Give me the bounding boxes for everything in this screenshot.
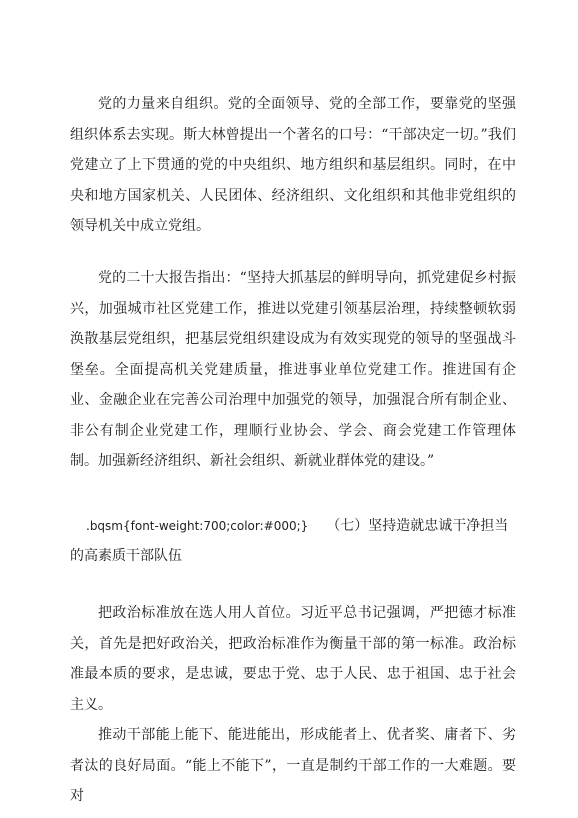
section-heading xyxy=(70,511,520,571)
paragraph-cadre-promotion: 推动干部能上能下、能进能出，形成能者上、优者奖、庸者下、劣者汰的良好局面。“能上不能下”，一直是制约干部工作的一大难题。要对 xyxy=(70,727,516,804)
paragraph-twentieth-congress-report: 党的二十大报告指出：“坚持大抓基层的鲜明导向，抓党建促乡村振兴，加强城市社区党建工作，推进以党建引领基层治理，持续整顿软弱涣散基层党组织，把基层党组织建设成为有效实现党的领导的坚强战斗堡垒。全面提高机关党建质量，推进事业单位党建工作。推进国有企业、金融企业在完善公司治理中加强党的领导，加强混合所有制企业、非公有制企业党建工作，理顺行业协会、学会、商会党建工作管理体制。加强新经济组织、新社会组织、新就业群体党的建设。” xyxy=(70,270,516,469)
paragraph-party-organization: 党的力量来自组织。党的全面领导、党的全部工作，要靠党的坚强组织体系去实现。斯大林曾提出一个著名的口号：“干部决定一切。”我们党建立了上下贯通的党的中央组织、地方组织和基层组织。同时，在中央和地方国家机关、人民团体、经济组织、文化组织和其他非党组织的领导机关中成立党组。 xyxy=(70,96,516,234)
section-heading-title: （七）坚持造就忠诚干净担当的高素质干部队伍 xyxy=(70,518,509,564)
paragraph-political-standard: 把政治标准放在选人用人首位。习近平总书记强调，严把德才标准关，首先是把好政治关，把政治标准作为衡量干部的第一标准。政治标准最本质的要求，是忠诚，要忠于党、忠于人民、忠于祖国、忠于社会主义。 xyxy=(70,605,516,713)
stray-css-text: .bqsm{font-weight:700;color:#000;} xyxy=(86,519,309,533)
